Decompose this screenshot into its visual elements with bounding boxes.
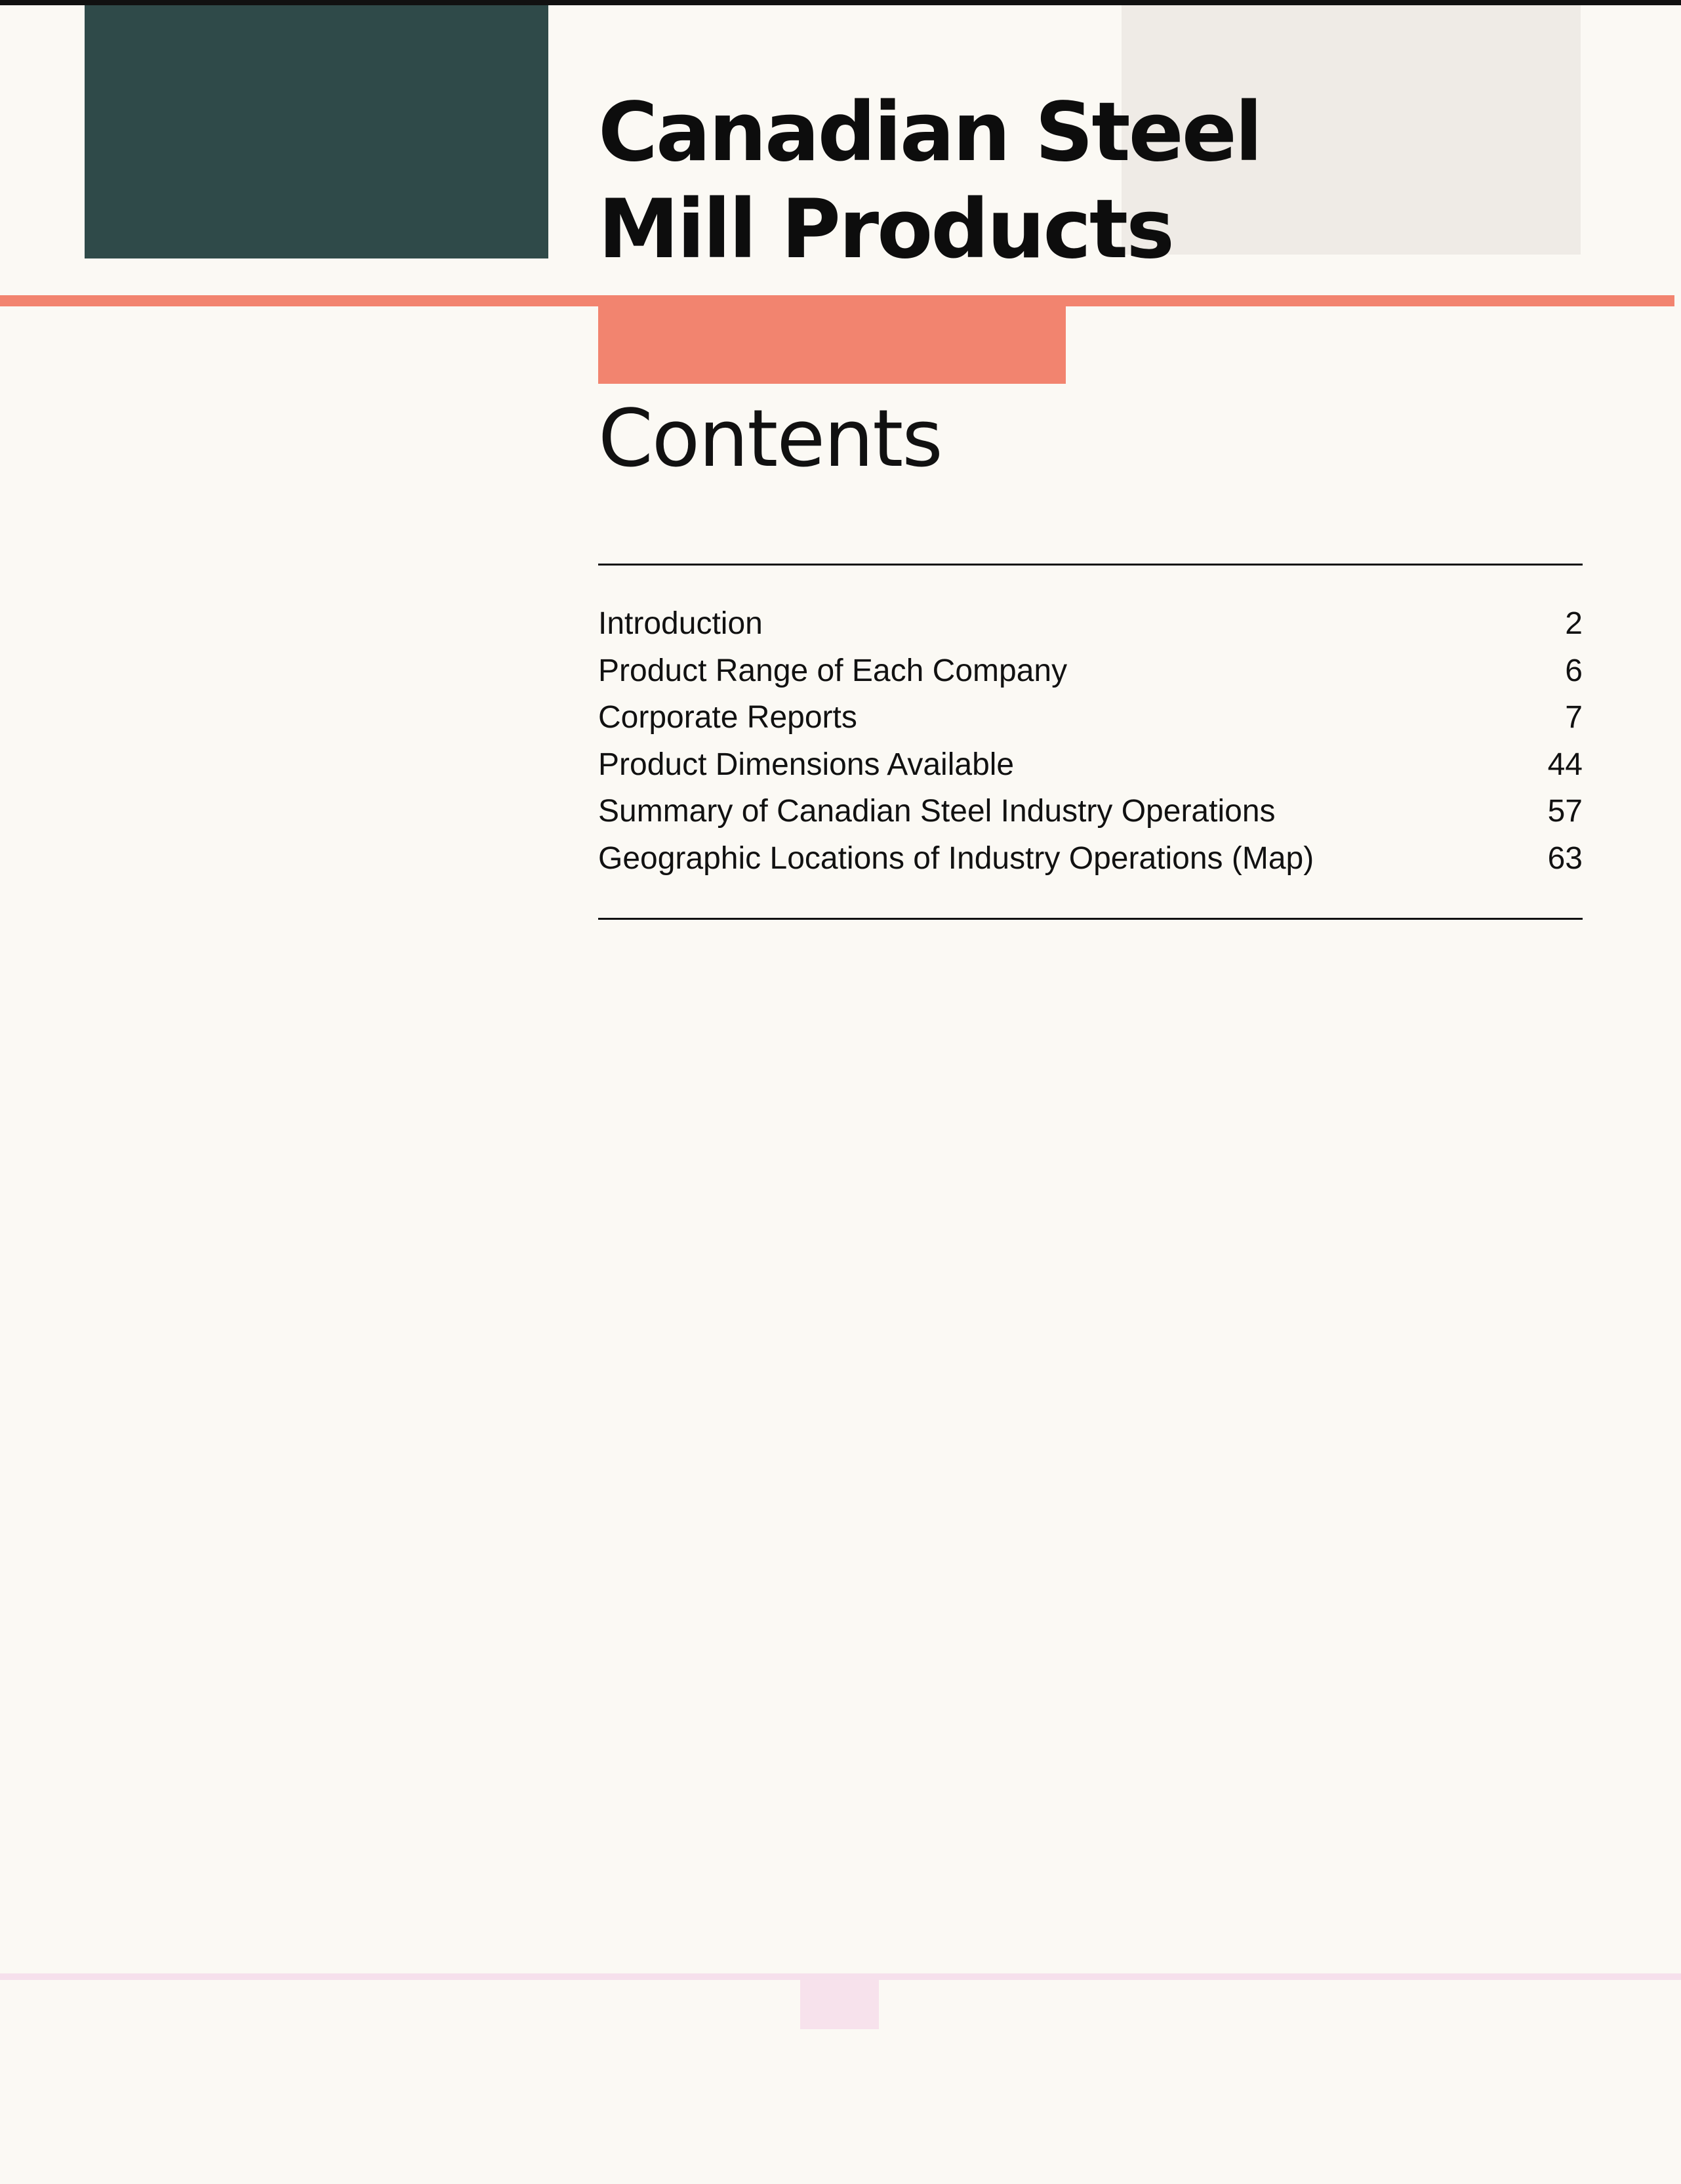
toc-entry-page: 2 [1565,606,1583,641]
toc-entry-product-range[interactable] [598,648,1583,695]
toc-entry-label: Introduction [598,606,763,641]
toc-entry-label: Summary of Canadian Steel Industry Operations [598,794,1276,829]
toc-entry-geographic-map[interactable] [598,835,1583,882]
toc-entry-page: 57 [1547,794,1583,829]
accent-tab [598,306,1066,384]
toc-entry-product-dimensions[interactable] [598,741,1583,789]
toc-entry-label: Product Dimensions Available [598,747,1015,782]
title-line-2: Mill Products [598,182,1173,277]
contents-heading: Contents [598,394,942,485]
toc-entry-page: 7 [1565,700,1583,735]
toc-entry-corporate-reports[interactable] [598,694,1583,741]
toc-entry-introduction[interactable] [598,600,1583,648]
dark-color-block [85,5,548,258]
toc-bottom-rule [598,918,1583,920]
accent-bar [0,295,1674,306]
toc-top-rule [598,564,1583,566]
toc-entry-label: Product Range of Each Company [598,653,1068,688]
show-through-tab [800,1980,879,2029]
toc-entry-page: 6 [1565,653,1583,688]
toc-entry-page: 63 [1547,840,1583,876]
table-of-contents [598,600,1583,882]
show-through-bar [0,1973,1681,1980]
toc-entry-industry-summary[interactable] [598,788,1583,835]
toc-entry-label: Geographic Locations of Industry Operations (Map) [598,840,1314,876]
title-line-1: Canadian Steel [598,85,1261,180]
document-title [598,84,1261,278]
toc-entry-label: Corporate Reports [598,700,857,735]
toc-entry-page: 44 [1547,747,1583,782]
top-rule [0,0,1681,5]
